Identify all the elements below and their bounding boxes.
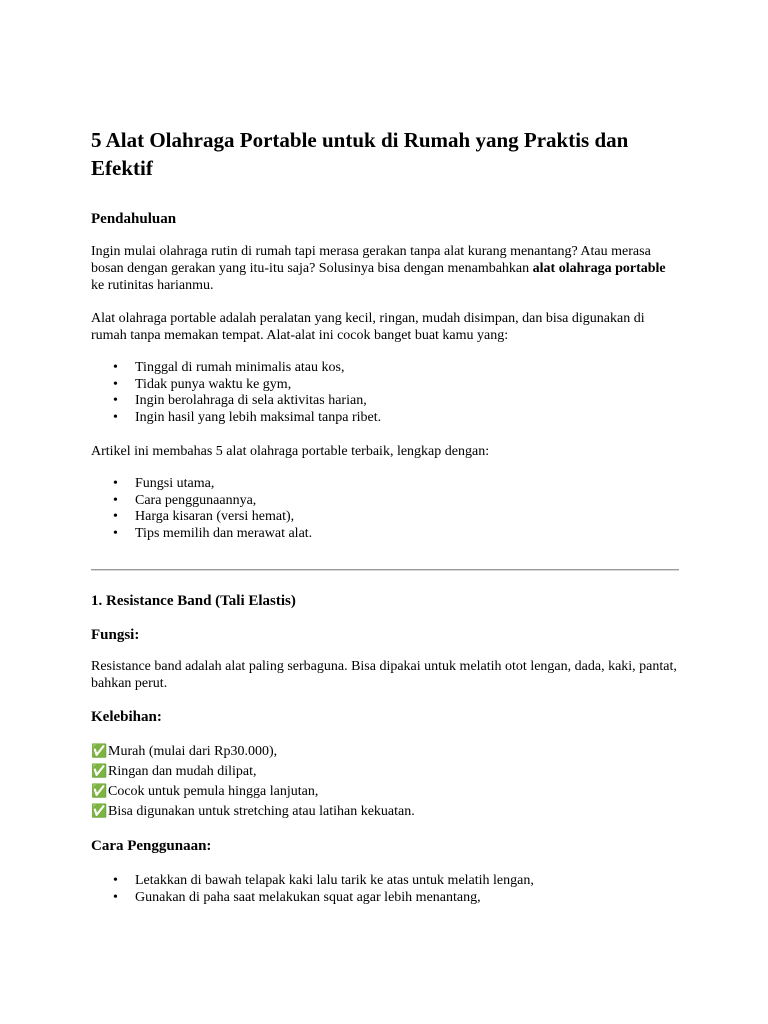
kelebihan-list — [91, 741, 681, 821]
document-title: 5 Alat Olahraga Portable untuk di Rumah yang Praktis dan Efektif — [91, 128, 629, 180]
check-item-text: Ringan dan mudah dilipat, — [108, 764, 257, 779]
fungsi-text: Resistance band adalah alat paling serbaguna. Bisa dipakai untuk melatih otot lengan, dada, kaki, pantat, bahkan perut. — [91, 659, 677, 691]
check-item — [91, 761, 681, 781]
check-item — [91, 741, 681, 761]
cara-penggunaan-list — [91, 873, 681, 906]
list-item: • Gunakan di paha saat melakukan squat agar lebih menantang, — [135, 890, 681, 907]
list-item: • Cara penggunaannya, — [135, 493, 681, 510]
intro-p1-bold: alat olahraga portable — [532, 261, 666, 276]
fungsi-label: Fungsi: — [91, 627, 140, 643]
kelebihan-label: Kelebihan: — [91, 709, 162, 725]
check-item — [91, 781, 681, 801]
list-item: • Fungsi utama, — [135, 476, 681, 493]
list-item: • Tidak punya waktu ke gym, — [135, 377, 681, 394]
check-item-text: Cocok untuk pemula hingga lanjutan, — [108, 784, 319, 799]
cara-penggunaan-label: Cara Penggunaan: — [91, 838, 212, 854]
article-intro: Artikel ini membahas 5 alat olahraga portable terbaik, lengkap dengan: — [91, 444, 490, 459]
list-item: • Tinggal di rumah minimalis atau kos, — [135, 360, 681, 377]
intro-p1-text-end: ke rutinitas harianmu. — [91, 278, 214, 293]
check-mark-icon: ✅ — [91, 783, 108, 798]
check-item-text: Bisa digunakan untuk stretching atau latihan kekuatan. — [108, 804, 415, 819]
check-mark-icon: ✅ — [91, 743, 108, 758]
list-item: • Letakkan di bawah telapak kaki lalu tarik ke atas untuk melatih lengan, — [135, 873, 681, 890]
check-mark-icon: ✅ — [91, 763, 108, 778]
check-item — [91, 801, 681, 821]
audience-list — [91, 360, 681, 426]
check-item-text: Murah (mulai dari Rp30.000), — [108, 744, 278, 759]
intro-p1-text: Ingin mulai olahraga rutin di rumah tapi merasa gerakan tanpa alat kurang menantang? Atau merasa bosan dengan gerakan yang itu-itu saja? Solusinya bisa dengan menambahkan — [91, 244, 651, 276]
article-list — [91, 476, 681, 542]
list-item: • Tips memilih dan merawat alat. — [135, 526, 681, 543]
intro-paragraph-2: Alat olahraga portable adalah peralatan yang kecil, ringan, mudah disimpan, dan bisa digunakan di rumah tanpa memakan tempat. Alat-alat ini cocok banget buat kamu yang: — [91, 311, 645, 343]
check-mark-icon: ✅ — [91, 803, 108, 818]
section1-heading: 1. Resistance Band (Tali Elastis) — [91, 593, 296, 609]
list-item: • Harga kisaran (versi hemat), — [135, 509, 681, 526]
list-item: • Ingin berolahraga di sela aktivitas harian, — [135, 393, 681, 410]
list-item: • Ingin hasil yang lebih maksimal tanpa ribet. — [135, 410, 681, 427]
intro-heading: Pendahuluan — [91, 211, 177, 227]
document-page — [91, 126, 681, 906]
intro-paragraph-1 — [91, 243, 681, 294]
